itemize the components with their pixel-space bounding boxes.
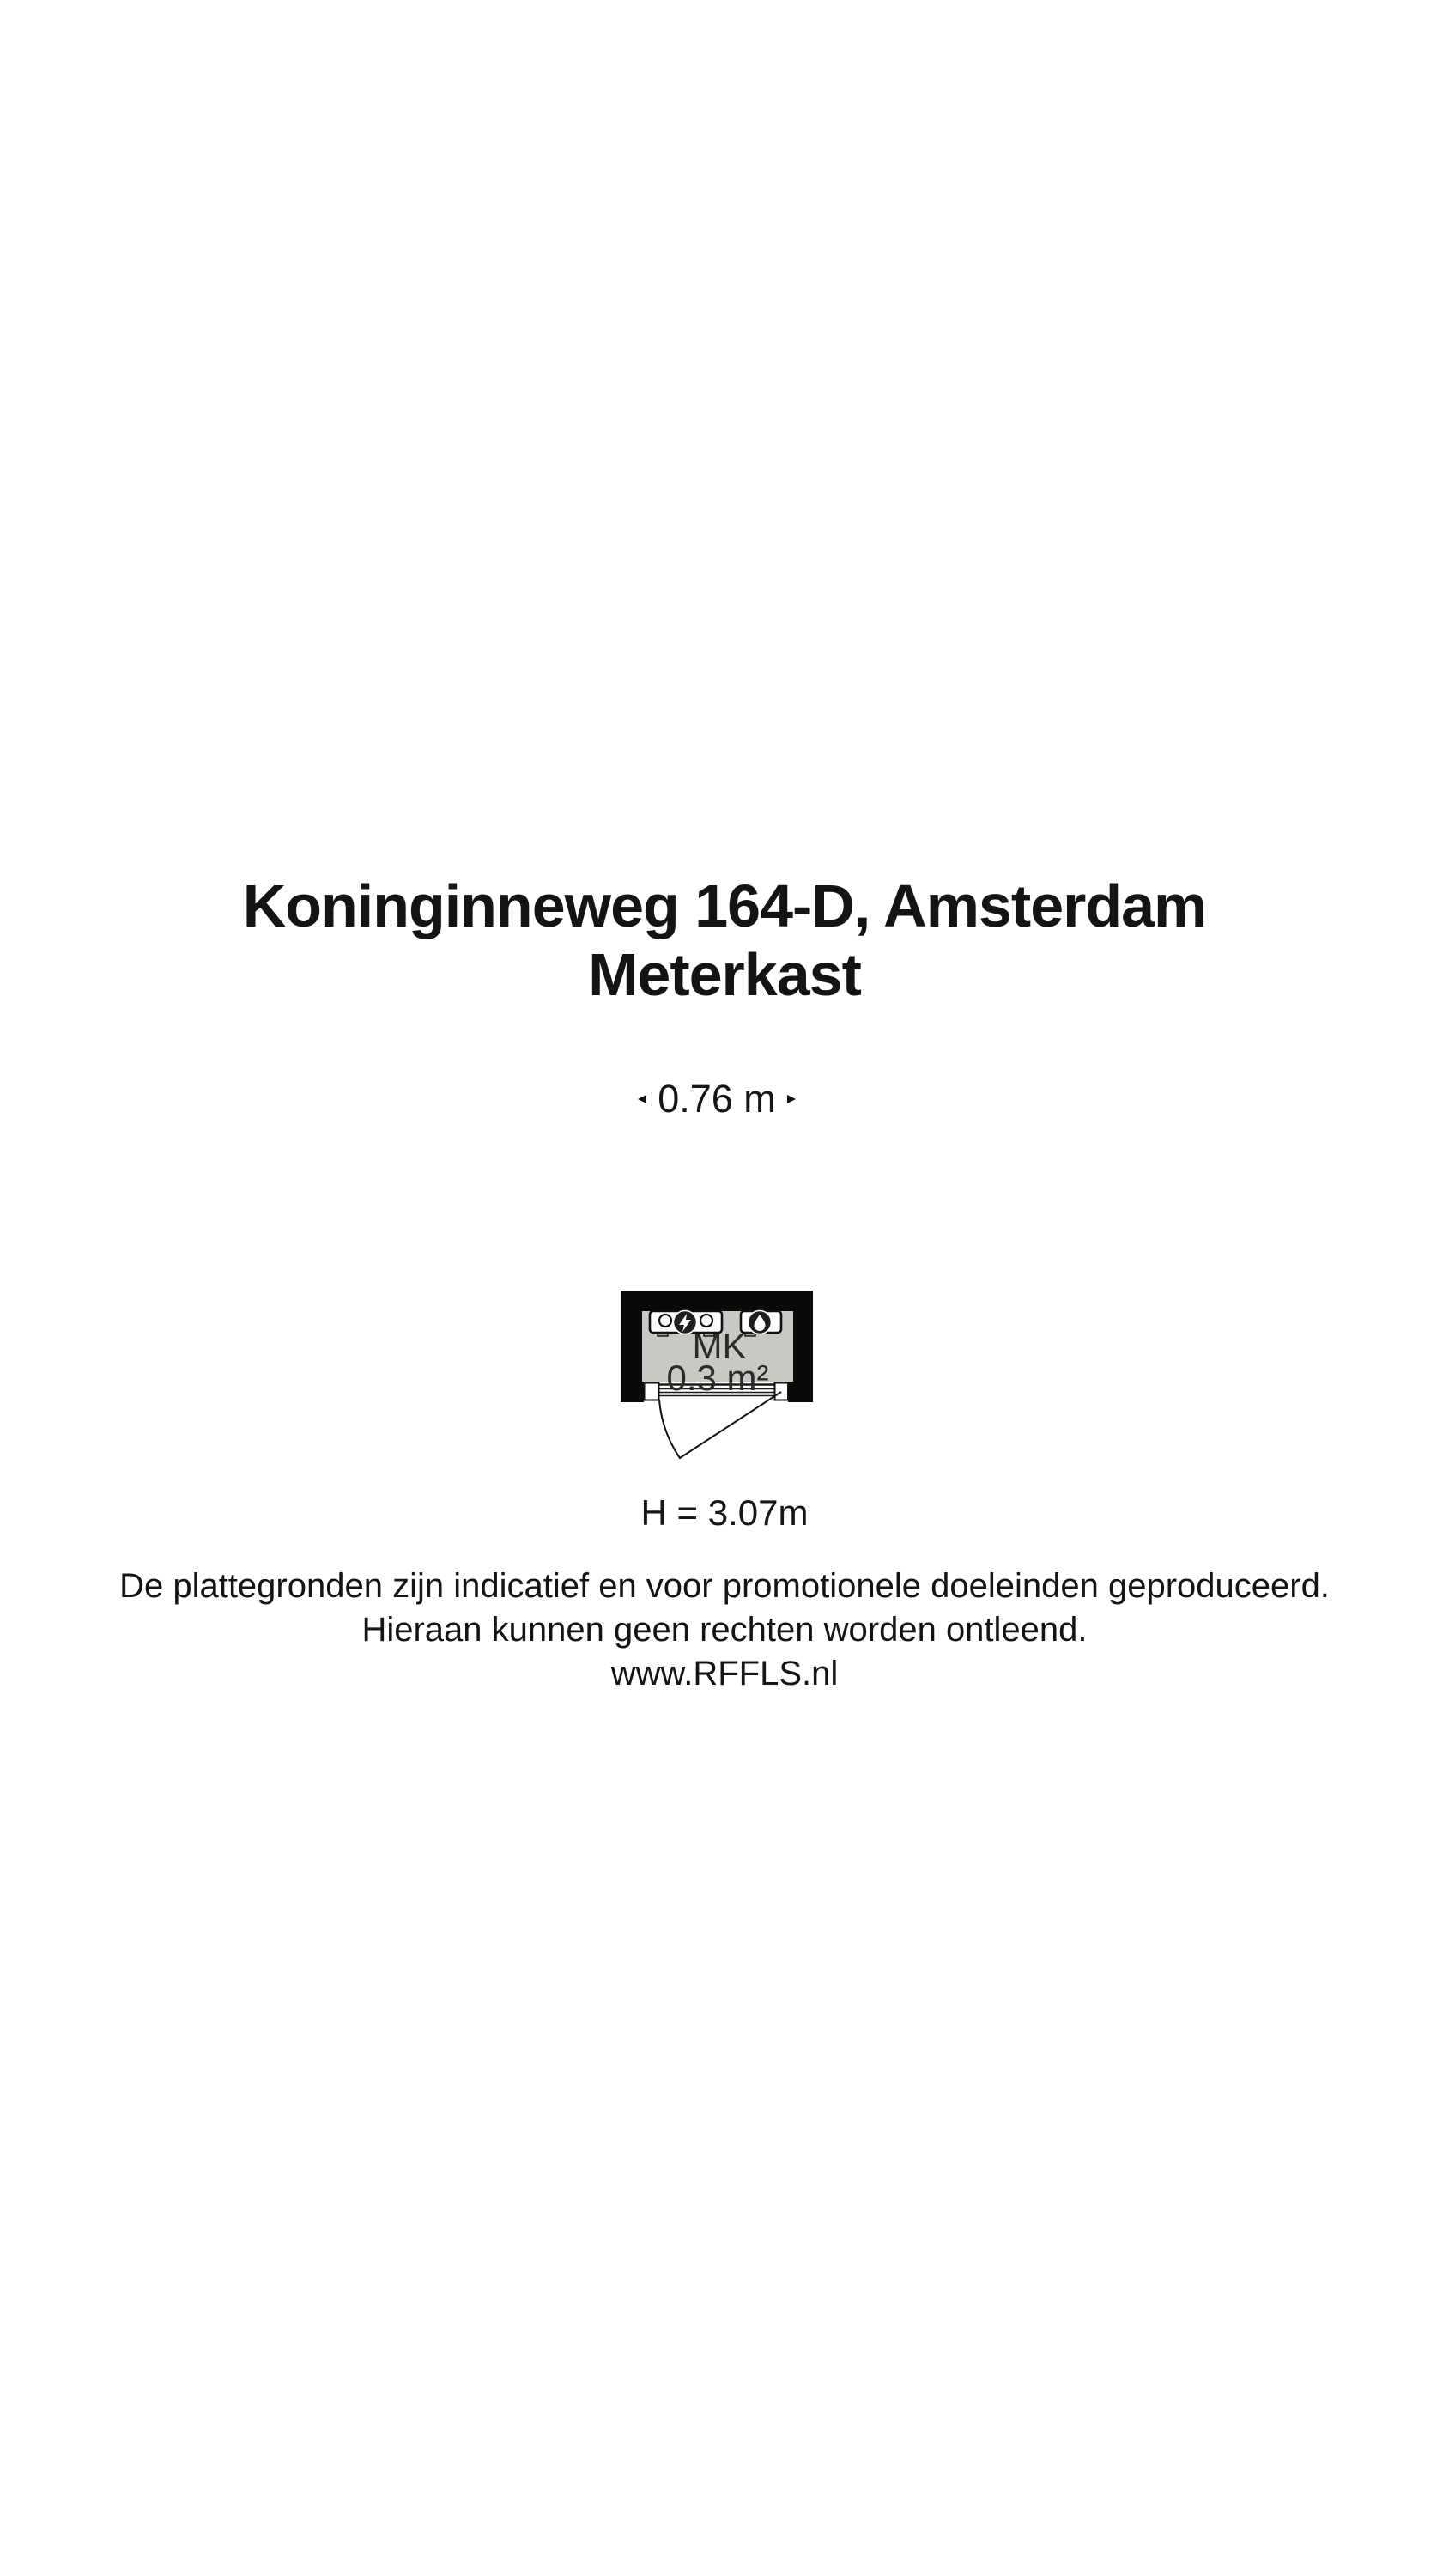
floorplan-drawing <box>601 1279 833 1477</box>
ceiling-height-label: H = 3.07m <box>640 1492 809 1533</box>
website-text: www.RFFLS.nl <box>610 1655 839 1692</box>
disclaimer-line-1: De plattegronden zijn indicatief en voor promotionele doeleinden geproduceerd. <box>119 1567 1330 1605</box>
width-dimension-label: 0.76 m <box>658 1077 776 1121</box>
dimension-arrow-left-icon <box>638 1095 646 1103</box>
width-dimension <box>621 1075 813 1123</box>
door-jamb-right <box>775 1383 789 1400</box>
disclaimer <box>0 1564 1449 1696</box>
door-jamb-left <box>645 1383 659 1400</box>
floorplan-name-title: Meterkast <box>588 941 861 1008</box>
page-title <box>0 872 1449 1009</box>
disclaimer-line-2: Hieraan kunnen geen rechten worden ontleend. <box>361 1611 1088 1649</box>
room-code-label: MK <box>692 1326 747 1366</box>
property-address-title: Koninginneweg 164-D, Amsterdam <box>242 872 1207 939</box>
dimension-arrow-right-icon <box>787 1095 796 1103</box>
water-meter-icon <box>741 1311 781 1337</box>
room-area-label: 0.3 m² <box>666 1358 769 1398</box>
